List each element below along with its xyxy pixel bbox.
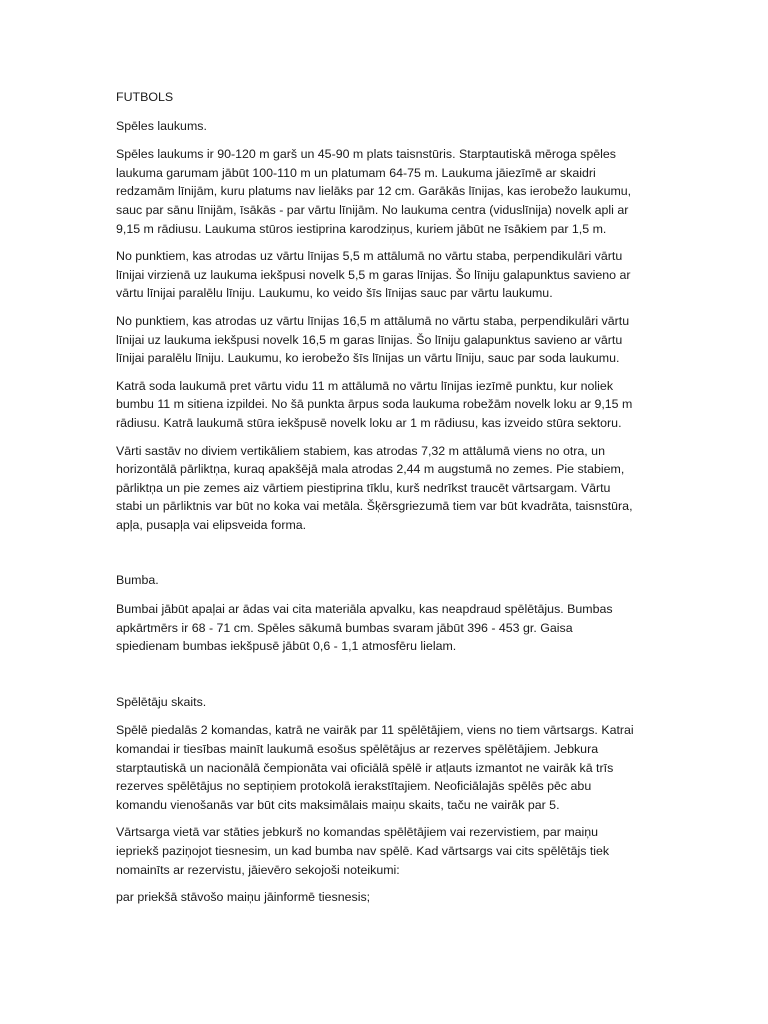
- section-spacer: [116, 665, 636, 693]
- section-players: [116, 693, 636, 907]
- section-heading: Bumba.: [116, 573, 159, 588]
- document-page: [116, 88, 636, 916]
- section-ball: [116, 571, 636, 655]
- paragraph: Spēles laukums ir 90-120 m garš un 45-90 m plats taisnstūris. Starptautiskā mēroga spēles laukuma garumam jābūt 100-110 m un platumam 64-75 m. Laukuma jāiezīmē ar skaidri redzamām līnijām, kuru platums nav lielāks par 12 cm. Garākās līnijas, kas ierobežo laukumu, sauc par sānu līnijām, īsākās - par vārtu līnijām. No laukuma centra (viduslīnija) novelk apli ar 9,15 m rādiusu. Laukuma stūros iestiprina karodziņus, kuriem jābūt ne īsākiem par 1,5 m.: [116, 147, 632, 236]
- section-spacer: [116, 543, 636, 571]
- paragraph: Spēlē piedalās 2 komandas, katrā ne vairāk par 11 spēlētājiem, viens no tiem vārtsargs. Katrai komandai ir tiesības mainīt laukumā esošus spēlētājus ar rezerves spēlētājiem. Jebkura starptautiskā un nacionālā čempionāta vai oficiālā spēlē ir atļauts izmantot ne vairāk kā trīs rezerves spēlētājus no septiņiem protokolā ierakstītajiem. Neoficiālajās spēlēs pēc abu komandu vienošanās var būt cits maksimālais maiņu skaits, taču ne vairāk par 5.: [116, 723, 634, 812]
- document-title: FUTBOLS: [116, 90, 174, 104]
- paragraph: par priekšā stāvošo maiņu jāinformē tiesnesis;: [116, 890, 371, 905]
- section-heading: Spēles laukums.: [116, 118, 207, 133]
- paragraph: Bumbai jābūt apaļai ar ādas vai cita materiāla apvalku, kas neapdraud spēlētājus. Bumbas apkārtmērs ir 68 - 71 cm. Spēles sākumā bumbas svaram jābūt 396 - 453 gr. Gaisa spiedienam bumbas iekšpusē jābūt 0,6 - 1,1 atmosfēru lielam.: [116, 602, 613, 654]
- section-field: [116, 117, 636, 535]
- section-heading: Spēlētāju skaits.: [116, 694, 207, 709]
- paragraph: Vārti sastāv no diviem vertikāliem stabiem, kas atrodas 7,32 m attālumā viens no otra, un horizontālā pārliktņa, kuraq apakšējā mala atrodas 2,44 m augstumā no zemes. Pie stabiem, pārliktņa un pie zemes aiz vārtiem piestiprina tīklu, kurš nedrīkst traucēt vārtsargam. Vārtu stabi un pārliktnis var būt no koka vai metāla. Šķērsgriezumā tiem var būt kvadrāta, taisnstūra, apļa, pusapļa vai elipsveida forma.: [116, 443, 633, 532]
- paragraph: Katrā soda laukumā pret vārtu vidu 11 m attālumā no vārtu līnijas iezīmē punktu, kur noliek bumbu 11 m sitiena izpildei. No šā punkta ārpus soda laukuma robežām novelk loku ar 9,15 m rādiusu. Katrā laukumā stūra iekšpusē novelk loku ar 1 m rādiusu, kas izveido stūra sektoru.: [116, 378, 633, 430]
- paragraph: No punktiem, kas atrodas uz vārtu līnijas 5,5 m attālumā no vārtu staba, perpendikulāri vārtu līnijai virzienā uz laukuma iekšpusi novelk 5,5 m garas līnijas. Šo līniju galapunktus savieno ar vārtu līnijai paralēlu līniju. Laukumu, ko veido šīs līnijas sauc par vārtu laukumu.: [116, 249, 631, 301]
- paragraph: Vārtsarga vietā var stāties jebkurš no komandas spēlētājiem vai rezervistiem, par maiņu iepriekš paziņojot tiesnesim, un kad bumba nav spēlē. Kad vārtsargs vai cits spēlētājs tiek nomainīts ar rezervistu, jāievēro sekojoši noteikumi:: [116, 825, 610, 877]
- paragraph: No punktiem, kas atrodas uz vārtu līnijas 16,5 m attālumā no vārtu staba, perpendikulāri vārtu līnijai uz laukuma iekšpusi novelk 16,5 m garas līnijas. Šo līniju galapunktus savieno ar vārtu līnijai paralēlu līniju. Laukumu, ko ierobežo šīs līnijas un vārtu līniju, sauc par soda laukumu.: [116, 313, 630, 366]
